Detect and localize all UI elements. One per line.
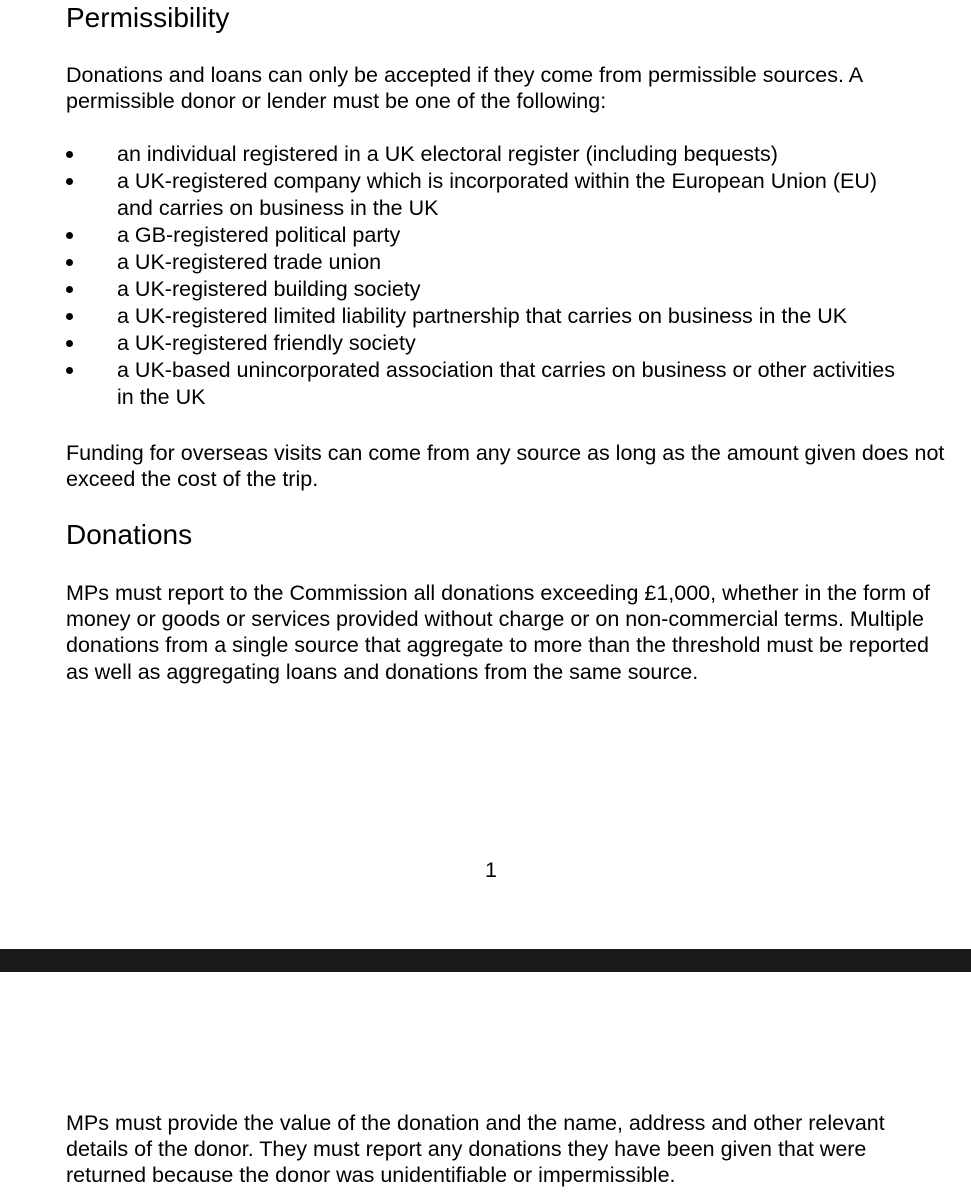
list-item-text: an individual registered in a UK electoral register (including bequests) — [117, 142, 778, 166]
section-heading-donations: Donations — [66, 519, 193, 550]
bullet-icon — [66, 340, 73, 347]
bullet-icon — [66, 151, 73, 158]
list-item-text: a UK-registered limited liability partnership that carries on business in the UK — [117, 304, 848, 328]
page-number: 1 — [485, 858, 497, 882]
document-page-2 — [0, 972, 971, 1200]
permissible-donor-list — [0, 141, 971, 411]
list-item — [0, 303, 897, 330]
section-heading-permissibility: Permissibility — [66, 2, 230, 33]
bullet-icon — [66, 367, 73, 374]
donations-paragraph: MPs must report to the Commission all donations exceeding £1,000, whether in the form of money or goods or services provided without charge or on non-commercial terms. Multiple donations from a single source that aggregate to more than the threshold must be reported as well as aggregating loans and donations from the same source. — [66, 581, 931, 684]
bullet-icon — [66, 178, 73, 185]
list-item-text: a GB-registered political party — [117, 223, 401, 247]
list-item — [0, 276, 897, 303]
bullet-icon — [66, 313, 73, 320]
list-item-text: a UK-registered friendly society — [117, 331, 416, 355]
overseas-visits-paragraph: Funding for overseas visits can come from any source as long as the amount given does not exceed the cost of the trip. — [66, 441, 945, 492]
list-item — [0, 330, 897, 357]
list-item-text: a UK-registered company which is incorporated within the European Union (EU) and carries on business in the UK — [117, 169, 878, 220]
permissibility-intro-paragraph: Donations and loans can only be accepted if they come from permissible sources. A permissible donor or lender must be one of the following: — [66, 63, 862, 114]
list-item-text: a UK-registered trade union — [117, 250, 382, 274]
bullet-icon — [66, 232, 73, 239]
list-item — [0, 222, 897, 249]
list-item — [0, 249, 897, 276]
list-item — [0, 141, 897, 168]
bullet-icon — [66, 259, 73, 266]
page-divider — [0, 949, 971, 972]
list-item — [0, 357, 897, 411]
donor-details-paragraph: MPs must provide the value of the donation and the name, address and other relevant details of the donor. They must report any donations they have been given that were returned because the donor was unidentifiable or impermissible. — [66, 1111, 885, 1188]
bullet-icon — [66, 286, 73, 293]
list-item-text: a UK-based unincorporated association that carries on business or other activities in the UK — [117, 358, 895, 409]
list-item — [0, 168, 897, 222]
list-item-text: a UK-registered building society — [117, 277, 421, 301]
